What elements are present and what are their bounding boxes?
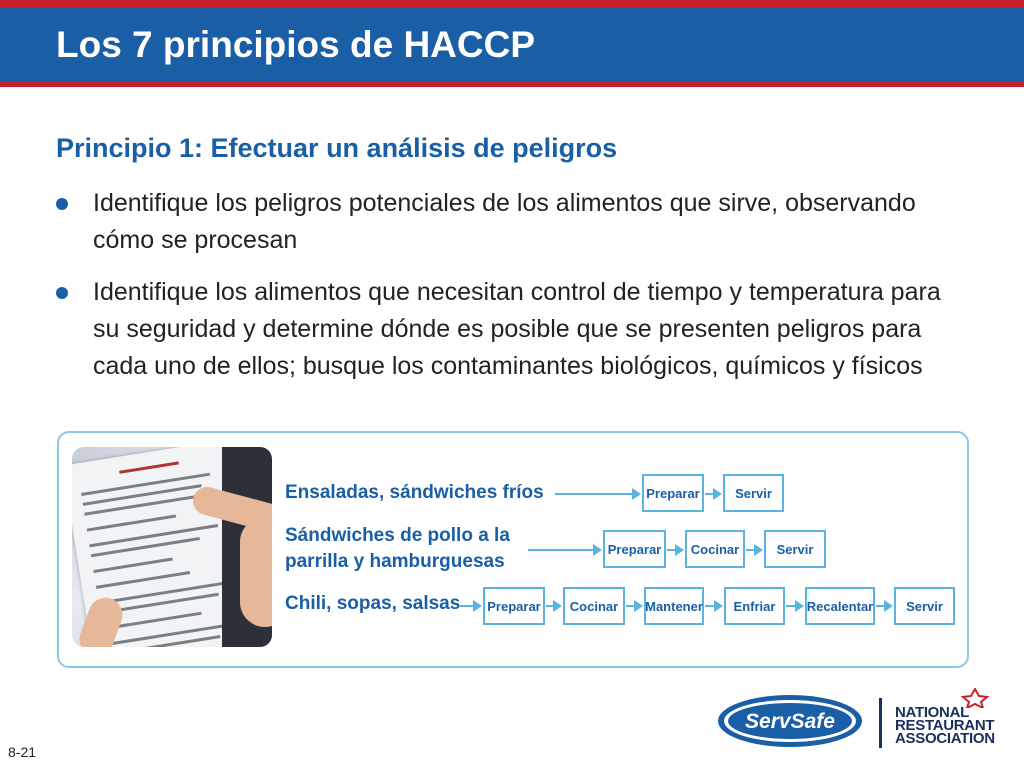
servsafe-logo (716, 693, 864, 749)
flow-label-grilled-foods: Sándwiches de pollo a la parrilla y hamburguesas (285, 525, 510, 572)
bullet-text: Identifique los alimentos que necesitan control de tiempo y temperatura para su seguridad y determine dónde es posible que se presenten peligros para cada uno de ellos; busque los contaminantes biológicos, químicos y físicos (93, 278, 941, 380)
flow-arrow (746, 549, 761, 551)
nra-line: NATIONAL (895, 704, 969, 721)
flow-arrow (705, 493, 720, 495)
title-bar (0, 0, 1024, 86)
top-red-stripe (0, 0, 1024, 7)
nra-line: RESTAURANT (895, 717, 995, 734)
flow-arrow (626, 605, 641, 607)
step-preparar: Preparar (603, 530, 666, 568)
flow-arrow (528, 549, 600, 551)
bullet-dot-icon (56, 287, 68, 299)
flow-arrow (876, 605, 891, 607)
slide-title: Los 7 principios de HACCP (56, 24, 536, 65)
flow-arrow (460, 605, 480, 607)
step-preparar: Preparar (642, 474, 704, 512)
logo-divider (879, 698, 882, 748)
step-cocinar: Cocinar (685, 530, 745, 568)
flow-label-cold-foods: Ensaladas, sándwiches fríos (285, 482, 544, 503)
step-preparar: Preparar (483, 587, 545, 625)
flow-arrow (705, 605, 721, 607)
nra-line: ASSOCIATION (895, 730, 995, 747)
bottom-red-stripe (0, 82, 1024, 87)
slide-number: 8-21 (8, 744, 37, 760)
bullet-dot-icon (56, 198, 68, 210)
step-enfriar: Enfriar (724, 587, 785, 625)
bullet-text: Identifique los peligros potenciales de los alimentos que sirve, observando cómo se procesan (93, 189, 916, 254)
svg-text:ServSafe: ServSafe (745, 710, 835, 733)
flow-arrow (786, 605, 802, 607)
bullet-item (56, 274, 956, 424)
hand (240, 517, 272, 627)
bullet-item (56, 185, 956, 265)
step-mantener: Mantener (644, 587, 704, 625)
menu-photo (72, 447, 272, 647)
flow-arrow (555, 493, 639, 495)
step-servir: Servir (723, 474, 784, 512)
step-servir: Servir (894, 587, 955, 625)
flow-arrow (667, 549, 682, 551)
nra-wordmark (895, 706, 995, 745)
step-servir: Servir (764, 530, 826, 568)
flow-label-soups: Chili, sopas, salsas (285, 593, 461, 614)
step-recalentar: Recalentar (805, 587, 875, 625)
principle-heading: Principio 1: Efectuar un análisis de peligros (56, 133, 618, 163)
flow-arrow (546, 605, 560, 607)
step-cocinar: Cocinar (563, 587, 625, 625)
